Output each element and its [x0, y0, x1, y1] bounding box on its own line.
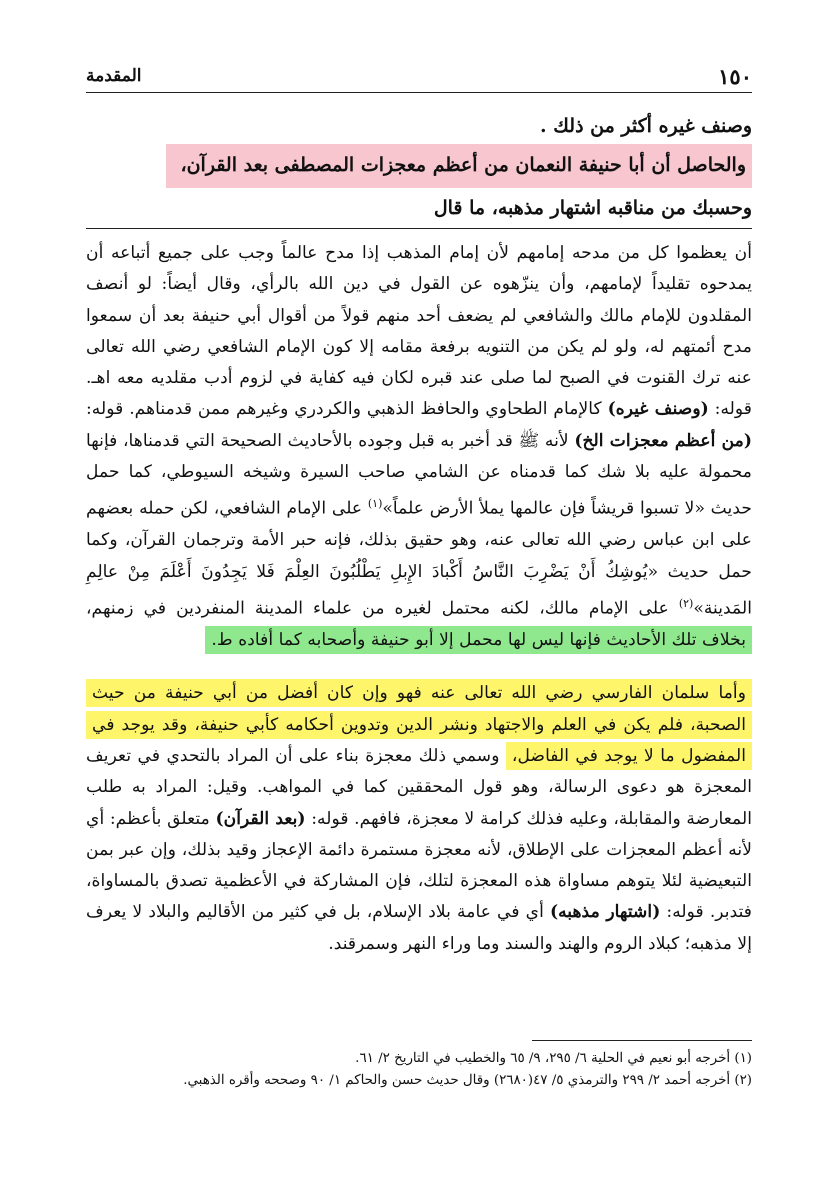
footnotes — [86, 1048, 752, 1092]
poem-block — [86, 108, 752, 226]
page-number: ١٥٠ — [718, 64, 752, 89]
poem-line-1: وصنف غيره أكثر من ذلك . — [540, 115, 752, 137]
poem-line-3: وحسبك من مناقبه اشتهار مذهبه، ما قال — [433, 197, 752, 219]
footnote-ref-1[interactable]: (١) — [367, 497, 383, 511]
quoted-phrase: (بعد القرآن) — [215, 808, 306, 829]
yellow-highlighted-text: وأما سلمان الفارسي رضي الله تعالى عنه فهو وإن كان أفضل من أبي حنيفة من حيث الصحبة، فلم يكن في العلم والاجتهاد ونشر الدين وتدوين أحكامه كأبي حنيفة، وقد يوجد في المفضول ما لا يوجد في الفاضل، — [86, 679, 752, 770]
footnote-divider — [532, 1040, 752, 1041]
footnote-ref-2[interactable]: (٢) — [678, 597, 694, 610]
text-run: على الإمام مالك، لكنه محتمل لغيره من علماء المدينة المنفردين في زمنهم، — [86, 598, 669, 619]
footnote-2: (٢) أخرجه أحمد ٢/ ٢٩٩ والترمذي ٥/ ٤٧(٢٦٨٠) وقال حديث حسن والحاكم ١/ ٩٠ وصححه وأقره الذهبي. — [183, 1073, 752, 1088]
footnote-1: (١) أخرجه أبو نعيم في الحلية ٦/ ٢٩٥، ٩/ ٦٥ والخطيب في التاريخ ٢/ ٦١. — [355, 1051, 752, 1066]
text-run: لأنه ﷺ قد أخبر به قبل وجوده بالأحاديث الصحيحة التي قدمناها، فإنها محمولة عليه بلا شك كما قدمناه عن الشامي صاحب السيرة وشيخه السيوطي، كما حمل حديث «لا تسبوا قريشاً فإن عالمها يملأ الأرض علماً» — [86, 430, 752, 520]
commentary-paragraph-2 — [86, 678, 752, 960]
poem-line-2-highlighted: والحاصل أن أبا حنيفة النعمان من أعظم معجزات المصطفى بعد القرآن، — [166, 144, 752, 188]
text-run: متعلق بأعظم: أي لأنه أعظم المعجزات على الإطلاق، لأنه معجزة مستمرة دائمة الإعجاز وقيد بذلك، وإن عبر بمن التبعيضية لئلا يتوهم مساواة هذه المعجزة لتلك، فإن المشاركة في الأعظمية تصدق بالمساواة، فتدبر. قوله: — [86, 808, 752, 923]
text-run: أي في عامة بلاد الإسلام، بل في كثير من الأقاليم والبلاد لا يعرف إلا مذهبه؛ كبلاد الروم والهند والسند وما وراء النهر وسمرقند. — [86, 902, 752, 954]
green-highlighted-text: بخلاف تلك الأحاديث فإنها ليس لها محمل إلا أبو حنيفة وأصحابه كما أفاده ط. — [205, 626, 752, 654]
page-header — [86, 64, 752, 90]
quoted-phrase: (وصنف غيره) — [607, 399, 709, 420]
commentary-text — [86, 238, 752, 960]
poem-divider — [86, 228, 752, 229]
text-run: أن يعظموا كل من مدحه إمامهم لأن إمام المذهب إذا مدح عالماً وجب على جميع أتباعه أن يمدحوه تقليداً لإمامهم، وأن ينزّهوه عن القول في دين الله بالرأي، وقال أيضاً: لو أنصف المقلدون للإمام مالك والشافعي لم يضعف أحد منهم قولاً من أقوال أبي حنيفة بعد أن سمعوا مدح أئمتهم له، ولو لم يكن من التنويه برفعة مقامه إلا كون الإمام الشافعي رضي الله تعالى عنه ترك القنوت في الصبح لما صلى عند قبره لكان فيه كفاية في لزوم أدب مقلديه معه اهـ. قوله: — [86, 243, 753, 420]
text-run: على الإمام الشافعي، لكن حمله بعضهم على ابن عباس رضي الله تعالى عنه، وهو حقيق بذلك، فإنه حبر الأمة وترجمان القرآن، وكما حمل حديث «يُوشِكُ أَنْ يَضْرِبَ النَّاسُ أَكْبادَ الإِبلِ يَطْلُبُونَ العِلْمَ فَلا يَجِدُونَ أَعْلَمَ مِنْ عالِمِ المَدينة» — [86, 499, 752, 619]
section-title: المقدمة — [86, 66, 142, 86]
text-run: كالإمام الطحاوي والحافظ الذهبي والكردري وغيرهم ممن قدمناهم. قوله: — [86, 399, 602, 420]
quoted-phrase: (من أعظم معجزات الخ) — [574, 430, 752, 451]
quoted-phrase: (اشتهار مذهبه) — [549, 902, 661, 923]
commentary-paragraph-1 — [86, 238, 752, 656]
text-run: وسمي ذلك معجزة بناء على أن المراد بالتحدي في تعريف المعجزة هو دعوى الرسالة، وهو قول المحققين كما في المواهب. وقيل: المراد به طلب المعارضة والمقابلة، وعليه فذلك كرامة لا معجزة، فافهم. قوله: — [86, 745, 752, 829]
header-rule — [86, 92, 752, 93]
